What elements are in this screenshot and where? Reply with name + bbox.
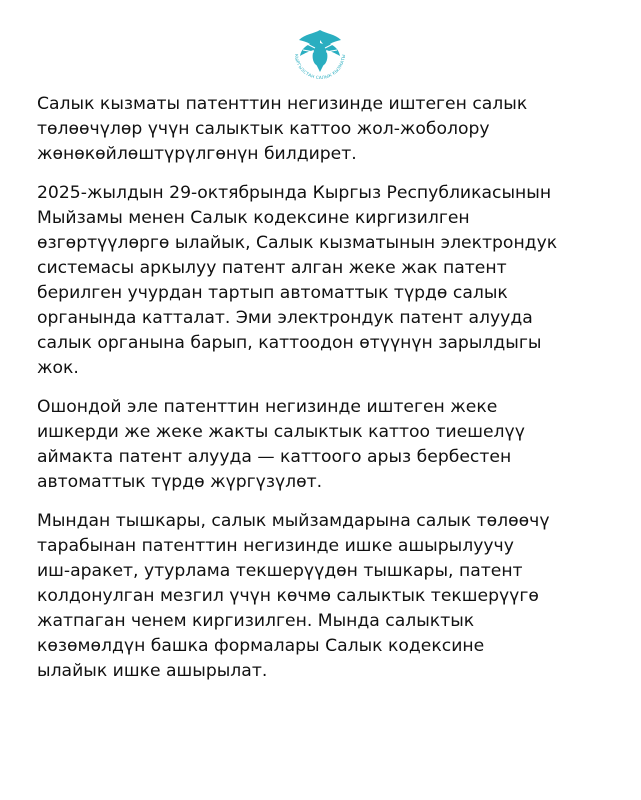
emblem-logo [285, 20, 355, 88]
eagle-emblem-icon [285, 20, 355, 88]
paragraph-inspection: Мындан тышкары, салык мыйзамдарына салык төлөөчү тарабынан патенттин негизинде ишке ашырылуучу иш-аракет, утурлама текшерүүдөн тышкары, патент колдонулган мезгил үчүн көчмө салыктык текшерүүгө жатпаган ченем киргизилген. Мында салыктык көзөмөлдүн башка формалары Салык кодексине ылайык ишке ашырылат. [37, 511, 550, 681]
emblem-caption: КЫРГЫЗСТАН САЛЫК КЫЗМАТЫ [293, 53, 347, 81]
paragraph-intro: Салык кызматы патенттин негизинде иштеген салык төлөөчүлөр үчүн салыктык каттоо жол-жоболору жөнөкөйлөштүрүлгөнүн билдирет. [37, 94, 528, 164]
paragraph-amendment: 2025-жылдын 29-октябрында Кыргыз Республикасынын Мыйзамы менен Салык кодексине киргизилген өзгөртүүлөргө ылайык, Салык кызматынын электрондук системасы аркылуу патент алган жеке жак патент берилген учурдан тартып автоматтык түрдө салык органында катталат. Эми электрондук патент алууда салык органына барып, каттоодон өтүүнүн зарылдыгы жок. [37, 183, 558, 378]
paragraph-registration: Ошондой эле патенттин негизинде иштеген жеке ишкерди же жеке жакты салыктык каттоо тиешелүү аймакта патент алууда — каттоого арыз бербестен автоматтык түрдө жүргүзүлөт. [37, 397, 525, 492]
announcement-text [37, 92, 609, 698]
